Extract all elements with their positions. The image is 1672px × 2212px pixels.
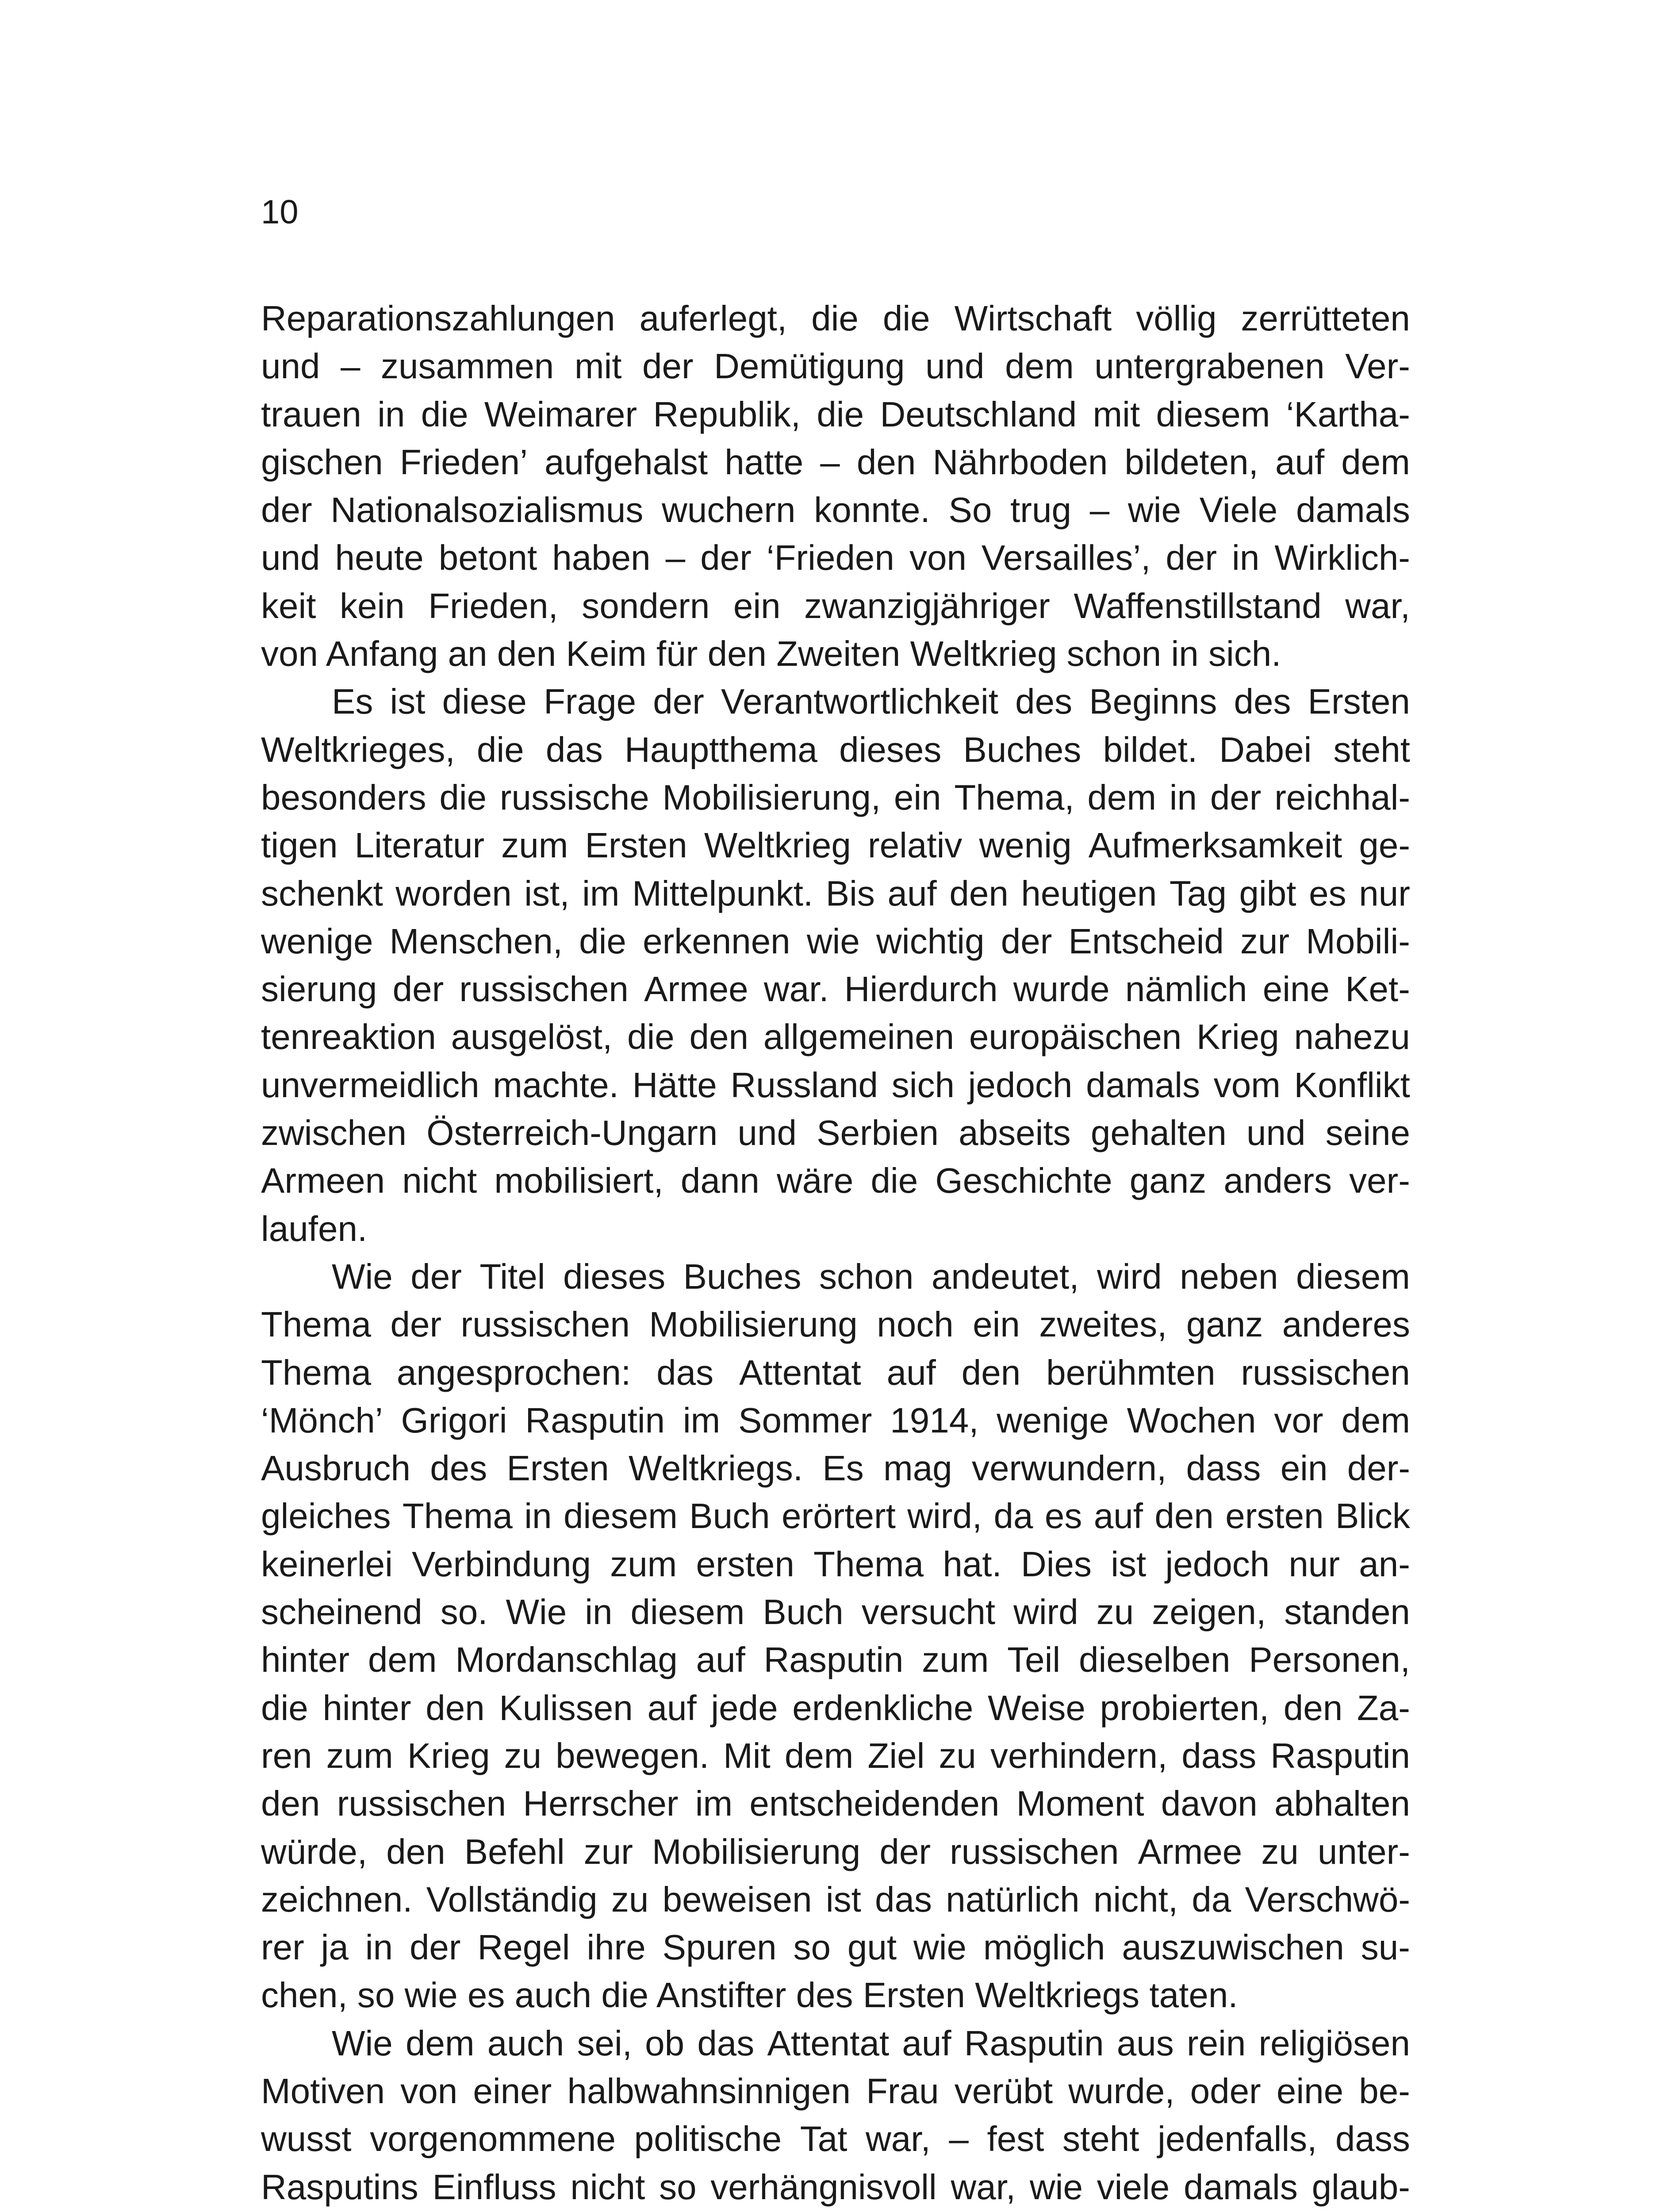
paragraph-1 — [261, 295, 1410, 678]
text-line: besonders die russische Mobilisierung, ein Thema, dem in der reichhal- — [261, 777, 1410, 817]
text-line: wenige Menschen, die erkennen wie wichtig der Entscheid zur Mobili- — [261, 921, 1410, 961]
page-number: 10 — [261, 193, 299, 231]
text-line: zeichnen. Vollständig zu beweisen ist das natürlich nicht, da Verschwö- — [261, 1879, 1410, 1919]
text-line: tenreaktion ausgelöst, die den allgemeinen europäischen Krieg nahezu — [261, 1017, 1410, 1057]
text-line: Armeen nicht mobilisiert, dann wäre die Geschichte ganz anders ver- — [261, 1161, 1410, 1201]
paragraph-2 — [261, 678, 1410, 1253]
text-line: hinter dem Mordanschlag auf Rasputin zum Teil dieselben Personen, — [261, 1640, 1410, 1680]
text-line: keinerlei Verbindung zum ersten Thema hat. Dies ist jedoch nur an- — [261, 1544, 1410, 1584]
text-line: Thema der russischen Mobilisierung noch ein zweites, ganz anderes — [261, 1305, 1410, 1344]
text-line: Wie dem auch sei, ob das Attentat auf Rasputin aus rein religiösen — [332, 2023, 1410, 2063]
text-line: chen, so wie es auch die Anstifter des Ersten Weltkriegs taten. — [261, 1975, 1238, 2015]
text-line: Ausbruch des Ersten Weltkriegs. Es mag verwundern, dass ein der- — [261, 1448, 1410, 1488]
text-line: trauen in die Weimarer Republik, die Deutschland mit diesem ‘Kartha- — [261, 394, 1410, 434]
text-line: würde, den Befehl zur Mobilisierung der russischen Armee zu unter- — [261, 1832, 1410, 1871]
text-line: Reparationszahlungen auferlegt, die die Wirtschaft völlig zerrütteten — [261, 299, 1410, 338]
text-line: gischen Frieden’ aufgehalst hatte – den Nährboden bildeten, auf dem — [261, 442, 1410, 482]
text-line: wusst vorgenommene politische Tat war, – fest steht jedenfalls, dass — [261, 2119, 1410, 2159]
text-line: sierung der russischen Armee war. Hierdurch wurde nämlich eine Ket- — [261, 969, 1410, 1009]
text-line: gleiches Thema in diesem Buch erörtert wird, da es auf den ersten Blick — [261, 1496, 1410, 1536]
text-line: ‘Mönch’ Grigori Rasputin im Sommer 1914, wenige Wochen vor dem — [261, 1400, 1410, 1440]
text-line: unvermeidlich machte. Hätte Russland sich jedoch damals vom Konflikt — [261, 1065, 1410, 1105]
text-line: Wie der Titel dieses Buches schon andeutet, wird neben diesem — [332, 1256, 1410, 1296]
text-line: und – zusammen mit der Demütigung und dem untergrabenen Ver- — [261, 346, 1410, 386]
text-line: laufen. — [261, 1209, 368, 1248]
text-line: schenkt worden ist, im Mittelpunkt. Bis auf den heutigen Tag gibt es nur — [261, 873, 1410, 913]
body-text — [261, 295, 1410, 2211]
text-line: scheinend so. Wie in diesem Buch versucht wird zu zeigen, standen — [261, 1592, 1410, 1632]
text-line: die hinter den Kulissen auf jede erdenkliche Weise probierten, den Za- — [261, 1688, 1410, 1728]
text-line: tigen Literatur zum Ersten Weltkrieg relativ wenig Aufmerksamkeit ge- — [261, 826, 1410, 865]
text-line: Es ist diese Frage der Verantwortlichkeit des Beginns des Ersten — [332, 682, 1410, 722]
text-line: der Nationalsozialismus wuchern konnte. So trug – wie Viele damals — [261, 490, 1410, 530]
text-line: zwischen Österreich-Ungarn und Serbien abseits gehalten und seine — [261, 1113, 1410, 1153]
text-line: ren zum Krieg zu bewegen. Mit dem Ziel zu verhindern, dass Rasputin — [261, 1736, 1410, 1775]
text-line: von Anfang an den Keim für den Zweiten Weltkrieg schon in sich. — [261, 634, 1281, 674]
text-line: Thema angesprochen: das Attentat auf den berühmten russischen — [261, 1352, 1410, 1392]
text-line: den russischen Herrscher im entscheidenden Moment davon abhalten — [261, 1784, 1410, 1824]
text-line: rer ja in der Regel ihre Spuren so gut wie möglich auszuwischen su- — [261, 1928, 1410, 1967]
text-line: Rasputins Einfluss nicht so verhängnisvoll war, wie viele damals glaub- — [261, 2167, 1410, 2207]
text-line: Motiven von einer halbwahnsinnigen Frau verübt wurde, oder eine be- — [261, 2071, 1410, 2111]
paragraph-3 — [261, 1253, 1410, 2020]
text-line: Weltkrieges, die das Hauptthema dieses Buches bildet. Dabei steht — [261, 730, 1410, 769]
text-line: und heute betont haben – der ‘Frieden von Versailles’, der in Wirklich- — [261, 538, 1410, 578]
paragraph-4 — [261, 2020, 1410, 2211]
text-line: keit kein Frieden, sondern ein zwanzigjähriger Waffenstillstand war, — [261, 586, 1410, 626]
